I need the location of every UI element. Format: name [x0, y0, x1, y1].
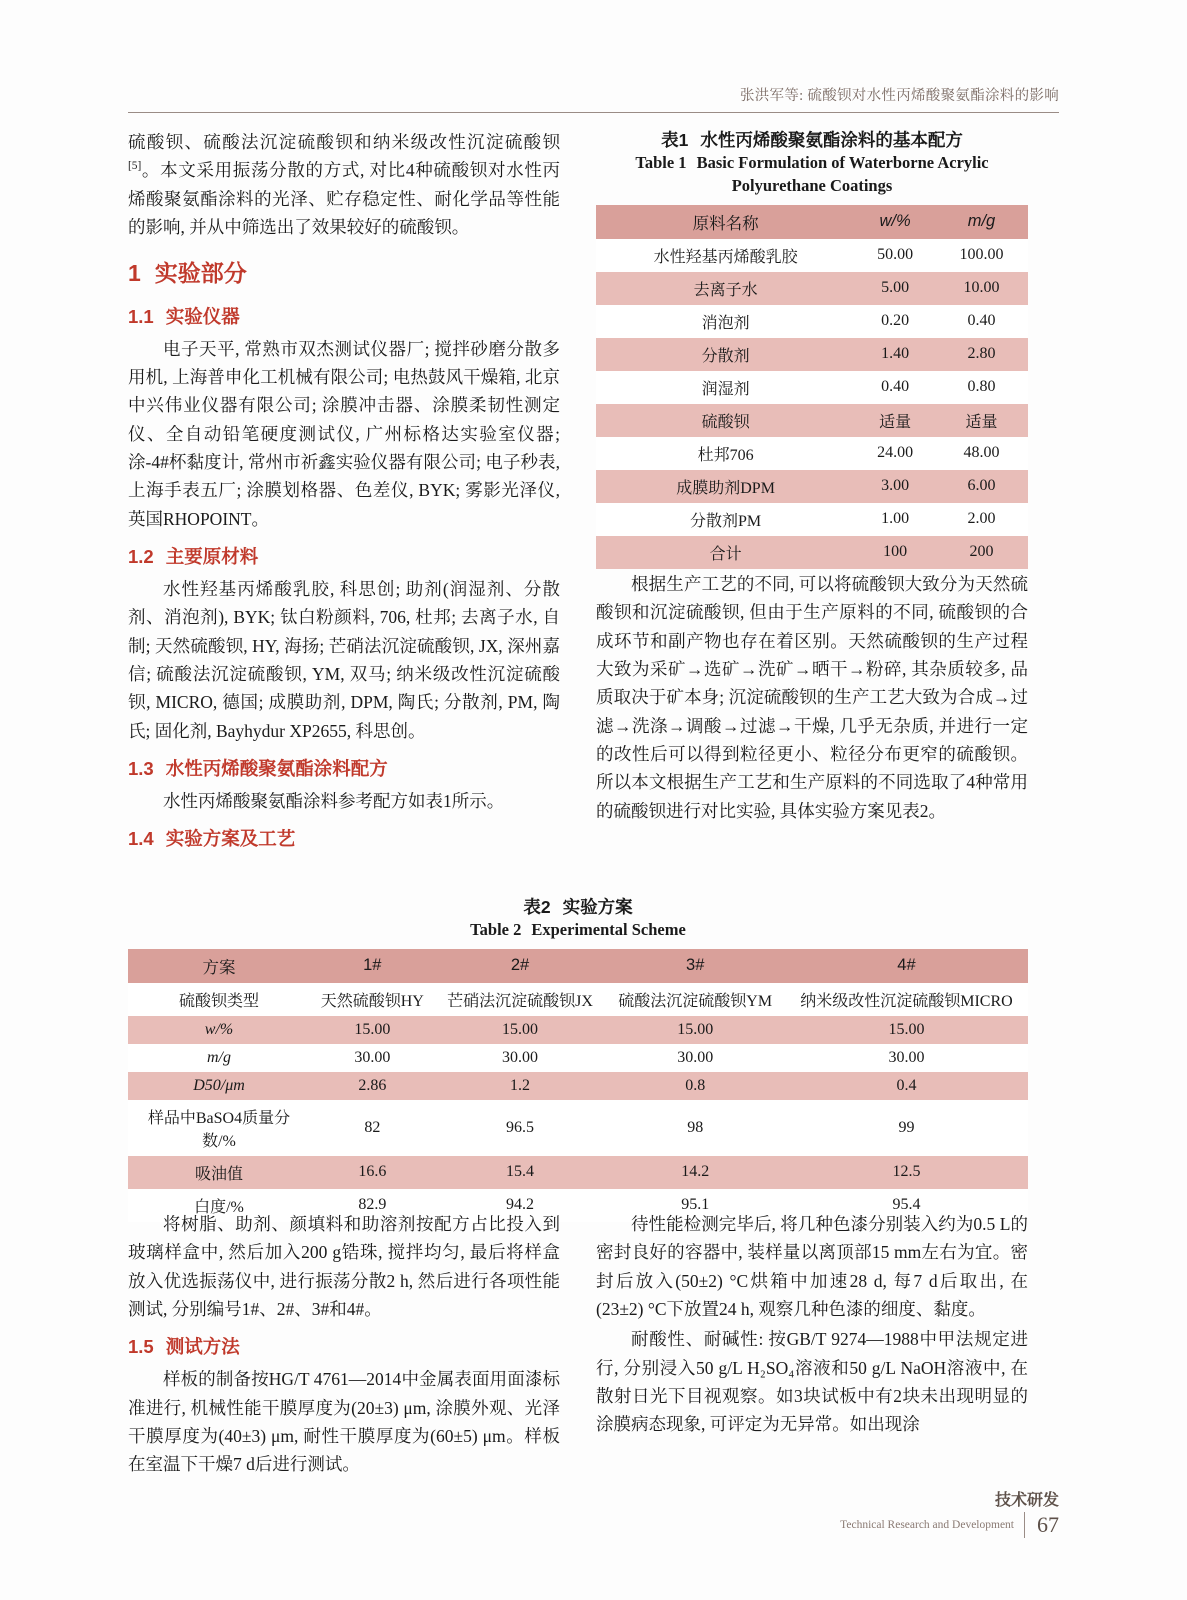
table2-cell: 15.4 — [435, 1156, 606, 1189]
table1-cell: 分散剂 — [596, 338, 855, 371]
table1-cell: 2.00 — [935, 503, 1028, 536]
table1-cell: 0.40 — [935, 305, 1028, 338]
table1-cell: 100 — [855, 536, 935, 569]
left-lower-paragraph-1: 将树脂、助剂、颜填料和助溶剂按配方占比投入到玻璃样盒中, 然后加入200 g锆珠, 搅拌均匀, 最后将样盒放入优选振荡仪中, 进行振荡分散2 h, 然后进行各项性能测试, 分别编号1#、2#、3#和4#。 — [128, 1214, 560, 1320]
table2-cell: 吸油值 — [128, 1156, 310, 1189]
table1-header-cell-1: w/% — [855, 205, 935, 239]
table2-cell: 99 — [785, 1100, 1028, 1156]
table1-header-row — [596, 205, 1028, 239]
subsection-number-1-4: 1.4 — [128, 828, 154, 850]
table2-caption — [128, 895, 1028, 942]
table1-label-en: Table 1 — [635, 153, 687, 173]
table1-caption-cn — [596, 128, 1028, 152]
table-row — [128, 1156, 1028, 1189]
subsection-title-1-5: 测试方法 — [165, 1336, 240, 1358]
table2-cell: 82.9 — [310, 1189, 435, 1222]
section-number-1: 1 — [128, 260, 141, 287]
table2-cell: 白度/% — [128, 1189, 310, 1222]
table2 — [128, 949, 1028, 1222]
table1-cell: 适量 — [935, 404, 1028, 437]
table2-cell: 15.00 — [785, 1016, 1028, 1044]
table2-header-row — [128, 949, 1028, 983]
table2-cell: 硫酸法沉淀硫酸钡YM — [605, 983, 785, 1016]
table1-cell: 硫酸钡 — [596, 404, 855, 437]
table1-label-cn: 表1 — [661, 130, 689, 150]
page-footer — [840, 1487, 1059, 1538]
table2-title-en: Experimental Scheme — [531, 920, 686, 940]
table1-cell: 6.00 — [935, 470, 1028, 503]
table2-cell: 14.2 — [605, 1156, 785, 1189]
table2-cell: 30.00 — [785, 1044, 1028, 1072]
subsection-heading-1-1 — [128, 302, 560, 332]
table2-cell: 芒硝法沉淀硫酸钡JX — [435, 983, 606, 1016]
subsection-body-1-3: 水性丙烯酸聚氨酯涂料参考配方如表1所示。 — [163, 791, 505, 811]
table1-cell: 5.00 — [855, 272, 935, 305]
table2-cell: 2.86 — [310, 1072, 435, 1100]
table-row — [596, 536, 1028, 569]
table2-cell: 15.00 — [435, 1016, 606, 1044]
table1-cell: 适量 — [855, 404, 935, 437]
subsection-heading-1-4 — [128, 824, 560, 854]
table2-cell: 30.00 — [310, 1044, 435, 1072]
table2-cell: 0.8 — [605, 1072, 785, 1100]
right-column-lower — [596, 1210, 1028, 1441]
table2-cell: 98 — [605, 1100, 785, 1156]
table2-cell: 1.2 — [435, 1072, 606, 1100]
table1-cell: 消泡剂 — [596, 305, 855, 338]
table1-cell: 2.80 — [935, 338, 1028, 371]
table1-cell: 水性羟基丙烯酸乳胶 — [596, 239, 855, 272]
table2-cell: 30.00 — [605, 1044, 785, 1072]
table-row — [128, 1044, 1028, 1072]
table2-cell: 96.5 — [435, 1100, 606, 1156]
table1-header-cell-2: m/g — [935, 205, 1028, 239]
table1-cell: 0.40 — [855, 371, 935, 404]
subsection-heading-1-3 — [128, 754, 560, 784]
table2-cell: 15.00 — [605, 1016, 785, 1044]
table2-cell: 95.4 — [785, 1189, 1028, 1222]
left-column — [128, 128, 560, 857]
table-row — [596, 371, 1028, 404]
header-rule — [128, 112, 1059, 113]
subsection-title-1-3: 水性丙烯酸聚氨酯涂料配方 — [165, 758, 388, 780]
table2-cell: 样品中BaSO4质量分数/% — [128, 1100, 310, 1156]
subsection-heading-1-5 — [128, 1332, 560, 1362]
table2-block — [128, 895, 1028, 1222]
table2-cell: m/g — [128, 1044, 310, 1072]
table-row — [596, 338, 1028, 371]
table-row — [128, 983, 1028, 1016]
table1-title-en: Basic Formulation of Waterborne Acrylic Polyurethane Coatings — [696, 153, 989, 195]
table2-header-cell-0: 方案 — [128, 949, 310, 983]
subsection-title-1-4: 实验方案及工艺 — [165, 828, 296, 850]
running-head: 张洪军等: 硫酸钡对水性丙烯酸聚氨酯涂料的影响 — [739, 88, 1059, 104]
table2-cell: 纳米级改性沉淀硫酸钡MICRO — [785, 983, 1028, 1016]
table2-cell: 12.5 — [785, 1156, 1028, 1189]
footer-section-cn: 技术研发 — [994, 1492, 1059, 1509]
table1-cell: 去离子水 — [596, 272, 855, 305]
table1-cell: 100.00 — [935, 239, 1028, 272]
table1-header-cell-0: 原料名称 — [596, 205, 855, 239]
table2-cell: 95.1 — [605, 1189, 785, 1222]
left-lower-paragraph-2: 样板的制备按HG/T 4761—2014中金属表面用面漆标准进行, 机械性能干膜厚度为(20±3) μm, 涂膜外观、光泽干膜厚度为(40±3) μm, 耐性干膜厚度为(60±5) μm。样板在室温下干燥7 d后进行测试。 — [128, 1369, 560, 1475]
citation-marker: [5] — [128, 160, 142, 173]
table2-label-cn: 表2 — [523, 897, 551, 917]
table-row — [596, 437, 1028, 470]
table1-cell: 杜邦706 — [596, 437, 855, 470]
table1-cell: 10.00 — [935, 272, 1028, 305]
table1 — [596, 205, 1028, 569]
table2-caption-en — [128, 919, 1028, 942]
table2-cell: 30.00 — [435, 1044, 606, 1072]
table1-cell: 成膜助剂DPM — [596, 470, 855, 503]
table1-caption-en — [596, 152, 1028, 198]
table-row — [596, 305, 1028, 338]
right-lower-paragraph-2: 耐酸性、耐碱性: 按GB/T 9274—1988中甲法规定进行, 分别浸入50 g/L H₂SO₄溶液和50 g/L NaOH溶液中, 在散射日光下目视观察。如3块试板中有2块未出现明显的涂膜病态现象, 可评定为无异常。如出现涂 — [596, 1329, 1028, 1435]
table2-header-cell-3: 3# — [605, 949, 785, 983]
table1-caption — [596, 128, 1028, 198]
table-row — [596, 404, 1028, 437]
table1-cell: 24.00 — [855, 437, 935, 470]
table1-cell: 50.00 — [855, 239, 935, 272]
subsection-number-1-2: 1.2 — [128, 546, 154, 567]
section-heading-1 — [128, 255, 560, 292]
subsection-body-1-2: 水性羟基丙烯酸乳胶, 科思创; 助剂(润湿剂、分散剂、消泡剂), BYK; 钛白粉颜料, 706, 杜邦; 去离子水, 自制; 天然硫酸钡, HY, 海扬; 芒硝法沉淀硫酸钡, JX, 深州嘉信; 硫酸法沉淀硫酸钡, YM, 双马; 纳米级改性沉淀硫酸钡, MICRO, 德国; 成膜助剂, DPM, 陶氏; 分散剂, PM, 陶氏; 固化剂, Bayhydur XP2655, 科思创。 — [128, 578, 560, 741]
intro-paragraph — [128, 128, 560, 241]
table2-cell: 15.00 — [310, 1016, 435, 1044]
table2-title-cn: 实验方案 — [562, 897, 633, 917]
table2-cell: 硫酸钡类型 — [128, 983, 310, 1016]
subsection-title-1-1: 实验仪器 — [165, 305, 240, 327]
table2-cell: 94.2 — [435, 1189, 606, 1222]
table2-cell: D50/μm — [128, 1072, 310, 1100]
intro-text: 硫酸钡、硫酸法沉淀硫酸钡和纳米级改性沉淀硫酸钡 — [128, 132, 560, 152]
table2-caption-cn — [128, 895, 1028, 919]
table2-cell: 天然硫酸钡HY — [310, 983, 435, 1016]
table-row — [128, 1100, 1028, 1156]
table2-cell: 0.4 — [785, 1072, 1028, 1100]
table-row — [128, 1016, 1028, 1044]
intro-rest: 。本文采用振荡分散的方式, 对比4种硫酸钡对水性丙烯酸聚氨酯涂料的光泽、贮存稳定性、耐化学品等性能的影响, 并从中筛选出了效果较好的硫酸钡。 — [128, 160, 560, 238]
table1-block — [596, 128, 1028, 569]
table2-label-en: Table 2 — [470, 920, 522, 940]
subsection-body-1-1: 电子天平, 常熟市双杰测试仪器厂; 搅拌砂磨分散多用机, 上海普申化工机械有限公司; 电热鼓风干燥箱, 北京中兴伟业仪器有限公司; 涂膜冲击器、涂膜柔韧性测定仪、全自动铅笔硬度测试仪, 广州标格达实验室仪器; 涂-4#杯黏度计, 常州市祈鑫实验仪器有限公司; 电子秒表, 上海手表五厂; 涂膜划格器、色差仪, BYK; 雾影光泽仪, 英国RHOPOINT。 — [128, 338, 560, 529]
page-number: 67 — [1024, 1512, 1059, 1538]
subsection-number-1-3: 1.3 — [128, 758, 154, 780]
table1-cell: 200 — [935, 536, 1028, 569]
subsection-number-1-1: 1.1 — [128, 305, 154, 327]
subsection-heading-1-2 — [128, 542, 560, 572]
footer-section-en: Technical Research and Development — [840, 1519, 1014, 1531]
table2-cell: 82 — [310, 1100, 435, 1156]
subsection-title-1-2: 主要原材料 — [165, 546, 259, 567]
table-row — [596, 470, 1028, 503]
table1-cell: 1.00 — [855, 503, 935, 536]
table2-cell: 16.6 — [310, 1156, 435, 1189]
table2-cell: w/% — [128, 1016, 310, 1044]
table1-cell: 48.00 — [935, 437, 1028, 470]
table-row — [128, 1072, 1028, 1100]
table1-cell: 0.80 — [935, 371, 1028, 404]
table1-cell: 分散剂PM — [596, 503, 855, 536]
right-paragraph-1: 根据生产工艺的不同, 可以将硫酸钡大致分为天然硫酸钡和沉淀硫酸钡, 但由于生产原料的不同, 硫酸钡的合成环节和副产物也存在着区别。天然硫酸钡的生产过程大致为采矿→选矿→洗矿→晒干→粉碎, 其杂质较多, 品质取决于矿本身; 沉淀硫酸钡的生产工艺大致为合成→过滤→洗涤→调酸→过滤→干燥, 几乎无杂质, 并进行一定的改性后可以得到粒径更小、粒径分布更窄的硫酸钡。所以本文根据生产工艺和生产原料的不同选取了4种常用的硫酸钡进行对比实验, 具体实验方案见表2。 — [596, 574, 1028, 821]
table-row — [596, 272, 1028, 305]
table1-cell: 1.40 — [855, 338, 935, 371]
table2-header-cell-4: 4# — [785, 949, 1028, 983]
table1-cell: 3.00 — [855, 470, 935, 503]
table1-cell: 合计 — [596, 536, 855, 569]
table1-cell: 0.20 — [855, 305, 935, 338]
table1-title-cn: 水性丙烯酸聚氨酯涂料的基本配方 — [700, 130, 963, 150]
right-column-upper-text — [596, 570, 1028, 827]
right-lower-paragraph-1: 待性能检测完毕后, 将几种色漆分别装入约为0.5 L的密封良好的容器中, 装样量以离顶部15 mm左右为宜。密封后放入(50±2) °C烘箱中加速28 d, 每7 d后取出, 在(23±2) °C下放置24 h, 观察几种色漆的细度、黏度。 — [596, 1214, 1028, 1320]
table-row — [596, 503, 1028, 536]
table1-cell: 润湿剂 — [596, 371, 855, 404]
left-column-lower — [128, 1210, 560, 1481]
section-title-1: 实验部分 — [154, 260, 247, 287]
table2-header-cell-2: 2# — [435, 949, 606, 983]
table2-header-cell-1: 1# — [310, 949, 435, 983]
table-row — [596, 239, 1028, 272]
subsection-number-1-5: 1.5 — [128, 1336, 154, 1358]
